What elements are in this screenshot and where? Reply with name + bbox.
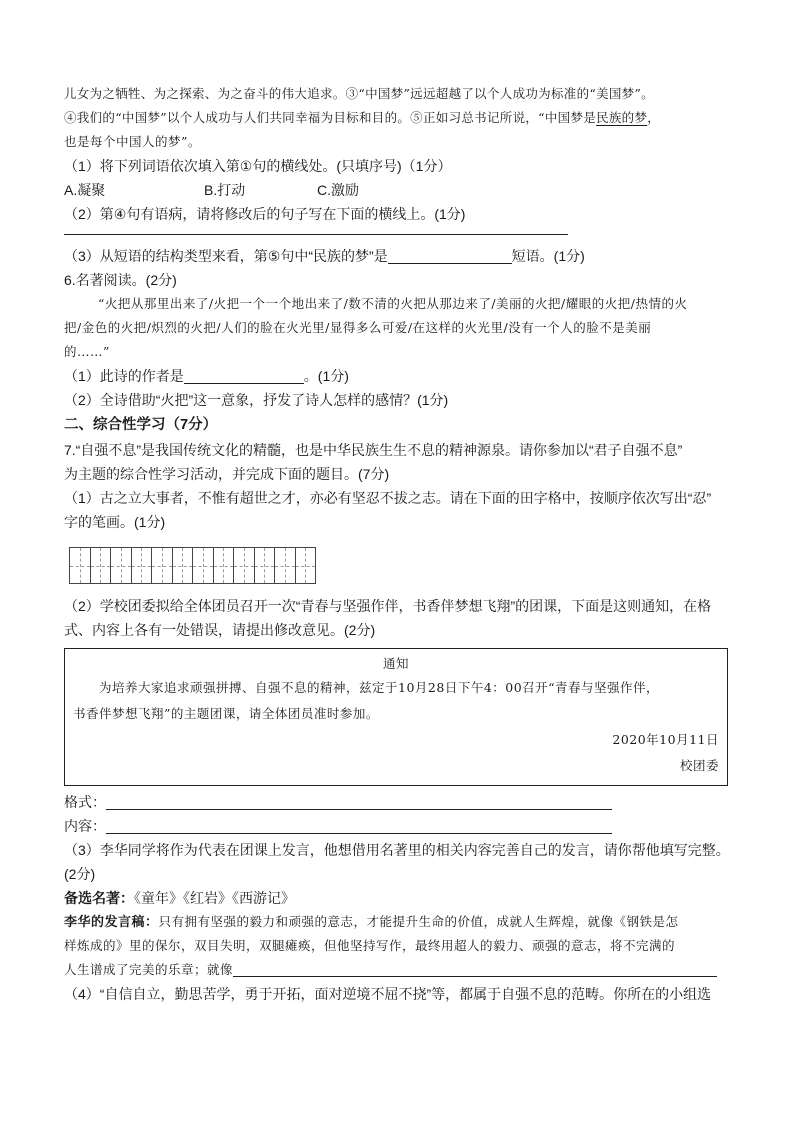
answer-blank-author[interactable] [184,367,304,384]
tianzige-cell[interactable] [213,547,235,584]
speech-label: 李华的发言稿： [64,914,159,929]
passage-line-3: 也是每个中国人的梦”。 [64,134,201,149]
option-a: A.凝聚 [64,182,106,198]
passage-line-2b: ， [647,110,661,125]
question-2: （2）第④句有语病，请将修改后的句子写在下面的横线上。(1分) [64,206,466,222]
content-answer-row [64,814,734,838]
q7-sub2-line-1: （2）学校团委拟给全体团员召开一次“青春与坚强作伴，书香伴梦想飞翔”的团课，下面是这则通知，在格 [64,598,712,614]
passage-line-2 [64,106,734,130]
q7-sub1-line-1: （1）古之立大事者，不惟有超世之才，亦必有坚忍不拔之志。请在下面的田字格中，按顺序依次写出“忍” [64,490,712,506]
exam-page [64,82,734,1006]
speech-line-2: 样炼成的》里的保尔，双目失明，双腿瘫痪，但他坚持写作，最终用超人的毅力、顽强的意志，将不完满的 [64,938,676,953]
notice-box [64,648,728,786]
notice-body-1: 为培养大家追求顽强拼搏、自强不息的精神，兹定于10月28日下午4：00召开“青春与坚强作伴， [99,680,660,695]
answer-blank-speech[interactable] [233,960,717,977]
tianzige-cell[interactable] [172,547,194,584]
notice-body-2: 书香伴梦想飞翔”的主题团课，请全体团员准时参加。 [73,706,379,721]
question-6: 6.名著阅读。(2分) [64,272,177,288]
notice-title: 通知 [382,656,409,671]
section-2-heading: 二、综合性学习（7分） [64,417,218,433]
books-list: 《童年》《红岩》《西游记》 [134,890,295,906]
speech-line-3 [64,958,734,982]
speech-line-1 [64,910,734,934]
notice-date: 2020年10月11日 [612,732,719,747]
poem-line-1: “火把从那里出来了/火把一个一个地出来了/数不清的火把从那边来了/美丽的火把/耀眼的火把/热情的火 [98,296,688,311]
answer-line-q2[interactable] [64,226,734,240]
poem-line-2: 把/金色的火把/炽烈的火把/人们的脸在火光里/显得多么可爱/在这样的火光里/没有一个人的脸不是美丽 [64,320,652,335]
tianzige-cell[interactable] [295,547,317,584]
passage-line-2a: ④我们的“中国梦”以个人成功与人们共同幸福为目标和目的。⑤正如习总书记所说，“中国梦是 [64,110,597,125]
tianzige-cell[interactable] [254,547,276,584]
format-answer-line[interactable] [106,793,612,810]
q7-sub2-line-2: 式、内容上各有一处错误，请提出修改意见。(2分) [64,622,376,638]
underlined-phrase: 民族的梦 [596,110,648,125]
tianzige-cell[interactable] [69,547,91,584]
q7-sub1-line-2: 字的笔画。(1分) [64,514,166,530]
content-answer-line[interactable] [106,817,612,834]
q7-line-2: 为主题的综合性学习活动，并完成下面的题目。(7分) [64,466,390,482]
q7-sub3-line-1: （3）李华同学将作为代表在团课上发言，他想借用名著里的相关内容完善自己的发言，请你帮他填写完整。 [64,842,730,858]
question-3-tail: 短语。(1分) [511,248,585,264]
options-row [64,178,734,202]
tianzige-cell[interactable] [90,547,112,584]
tianzige-cell[interactable] [151,547,173,584]
question-3-text: （3）从短语的结构类型来看，第⑤句中“民族的梦”是 [64,248,388,264]
question-6-1 [64,364,734,388]
question-3 [64,244,734,268]
speech-text-3: 人生谱成了完美的乐章；就像 [64,962,234,977]
option-c: C.激励 [317,182,359,198]
q7-sub3-line-2: (2分) [64,866,96,882]
speech-text-1: 只有拥有坚强的毅力和顽强的意志，才能提升生命的价值，成就人生辉煌，就像《钢铁是怎 [158,914,679,929]
question-1: （1）将下列词语依次填入第①句的横线处。(只填序号)（1分） [64,158,452,174]
poem-line-3: 的……” [64,344,110,359]
tianzige-cell[interactable] [192,547,214,584]
option-b: B.打动 [204,182,246,198]
books-row [64,886,734,910]
books-label: 备选名著： [64,890,134,906]
tianzige-cell[interactable] [274,547,296,584]
format-answer-row [64,790,734,814]
answer-blank-q3[interactable] [388,247,512,264]
notice-org: 校团委 [679,758,719,773]
passage-line-1: 儿女为之牺牲、为之探索、为之奋斗的伟大追求。③“中国梦”远远超越了以个人成功为标准的“美国梦”。 [64,86,654,101]
tianzige-grid[interactable] [69,547,734,584]
content-label: 内容： [64,818,106,834]
question-6-2: （2）全诗借助“火把”这一意象，抒发了诗人怎样的感情？(1分) [64,392,449,408]
question-6-1-tail: 。(1分) [303,368,349,384]
tianzige-cell[interactable] [233,547,255,584]
format-label: 格式： [64,794,106,810]
q7-sub4-line-1: （4）“自信自立，勤思苦学，勇于开拓，面对逆境不屈不挠”等，都属于自强不息的范畴。你所在的小组选 [64,986,712,1002]
question-6-1-text: （1）此诗的作者是 [64,368,184,384]
tianzige-cell[interactable] [131,547,153,584]
q7-line-1: 7.“自强不息”是我国传统文化的精髓，也是中华民族生生不息的精神源泉。请你参加以“君子自强不息” [64,442,683,458]
tianzige-cell[interactable] [110,547,132,584]
